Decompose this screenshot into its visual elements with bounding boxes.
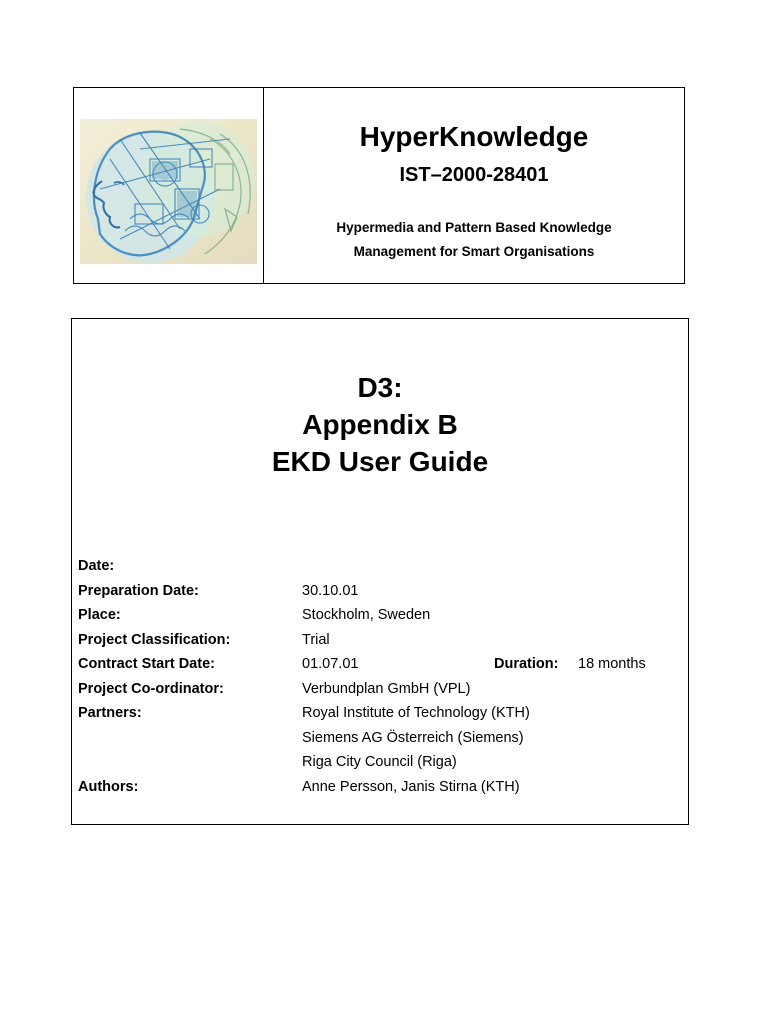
document-title-line-2: Appendix B	[302, 409, 458, 440]
preparation-date-value: 30.10.01	[302, 582, 359, 599]
project-header	[73, 87, 685, 284]
row-preparation-date	[78, 583, 678, 608]
partner-item: Royal Institute of Technology (KTH)	[302, 705, 530, 721]
row-partners-2	[78, 730, 678, 755]
contract-start-value: 01.07.01	[302, 656, 359, 672]
document-metadata	[78, 558, 678, 803]
row-partners-3	[78, 754, 678, 779]
description-line-2: Management for Smart Organisations	[353, 244, 595, 259]
row-date	[78, 558, 678, 583]
row-contract-start	[78, 656, 678, 681]
logo-cell	[74, 88, 264, 283]
row-partners	[78, 705, 678, 730]
date-label: Date:	[78, 558, 115, 574]
document-title	[72, 369, 688, 480]
project-code: IST–2000-28401	[399, 164, 549, 186]
coordinator-label: Project Co-ordinator:	[78, 680, 224, 697]
document-title-line-1: D3:	[357, 372, 403, 403]
project-description	[264, 216, 684, 264]
row-authors	[78, 779, 678, 804]
place-value: Stockholm, Sweden	[302, 607, 431, 623]
contract-start-label: Contract Start Date:	[78, 656, 215, 672]
document-info-box	[71, 318, 689, 825]
project-title-cell	[264, 88, 684, 283]
document-title-line-3: EKD User Guide	[271, 446, 489, 477]
partner-item: Riga City Council (Riga)	[302, 754, 457, 770]
preparation-date-label: Preparation Date:	[78, 582, 199, 599]
row-coordinator	[78, 681, 678, 706]
partner-item: Siemens AG Österreich (Siemens)	[302, 729, 524, 746]
authors-label: Authors:	[78, 778, 139, 795]
duration-value: 18 months	[578, 656, 646, 672]
coordinator-value: Verbundplan GmbH (VPL)	[302, 680, 471, 697]
authors-value: Anne Persson, Janis Stirna (KTH)	[302, 778, 520, 795]
stylized-head-collage-icon	[80, 119, 257, 264]
classification-value: Trial	[302, 631, 330, 648]
row-place	[78, 607, 678, 632]
place-label: Place:	[78, 607, 121, 623]
row-classification	[78, 632, 678, 657]
partners-label: Partners:	[78, 705, 142, 721]
duration-label: Duration:	[494, 656, 559, 672]
classification-label: Project Classification:	[78, 631, 231, 648]
description-line-1: Hypermedia and Pattern Based Knowledge	[336, 220, 612, 235]
project-name: HyperKnowledge	[359, 121, 589, 152]
